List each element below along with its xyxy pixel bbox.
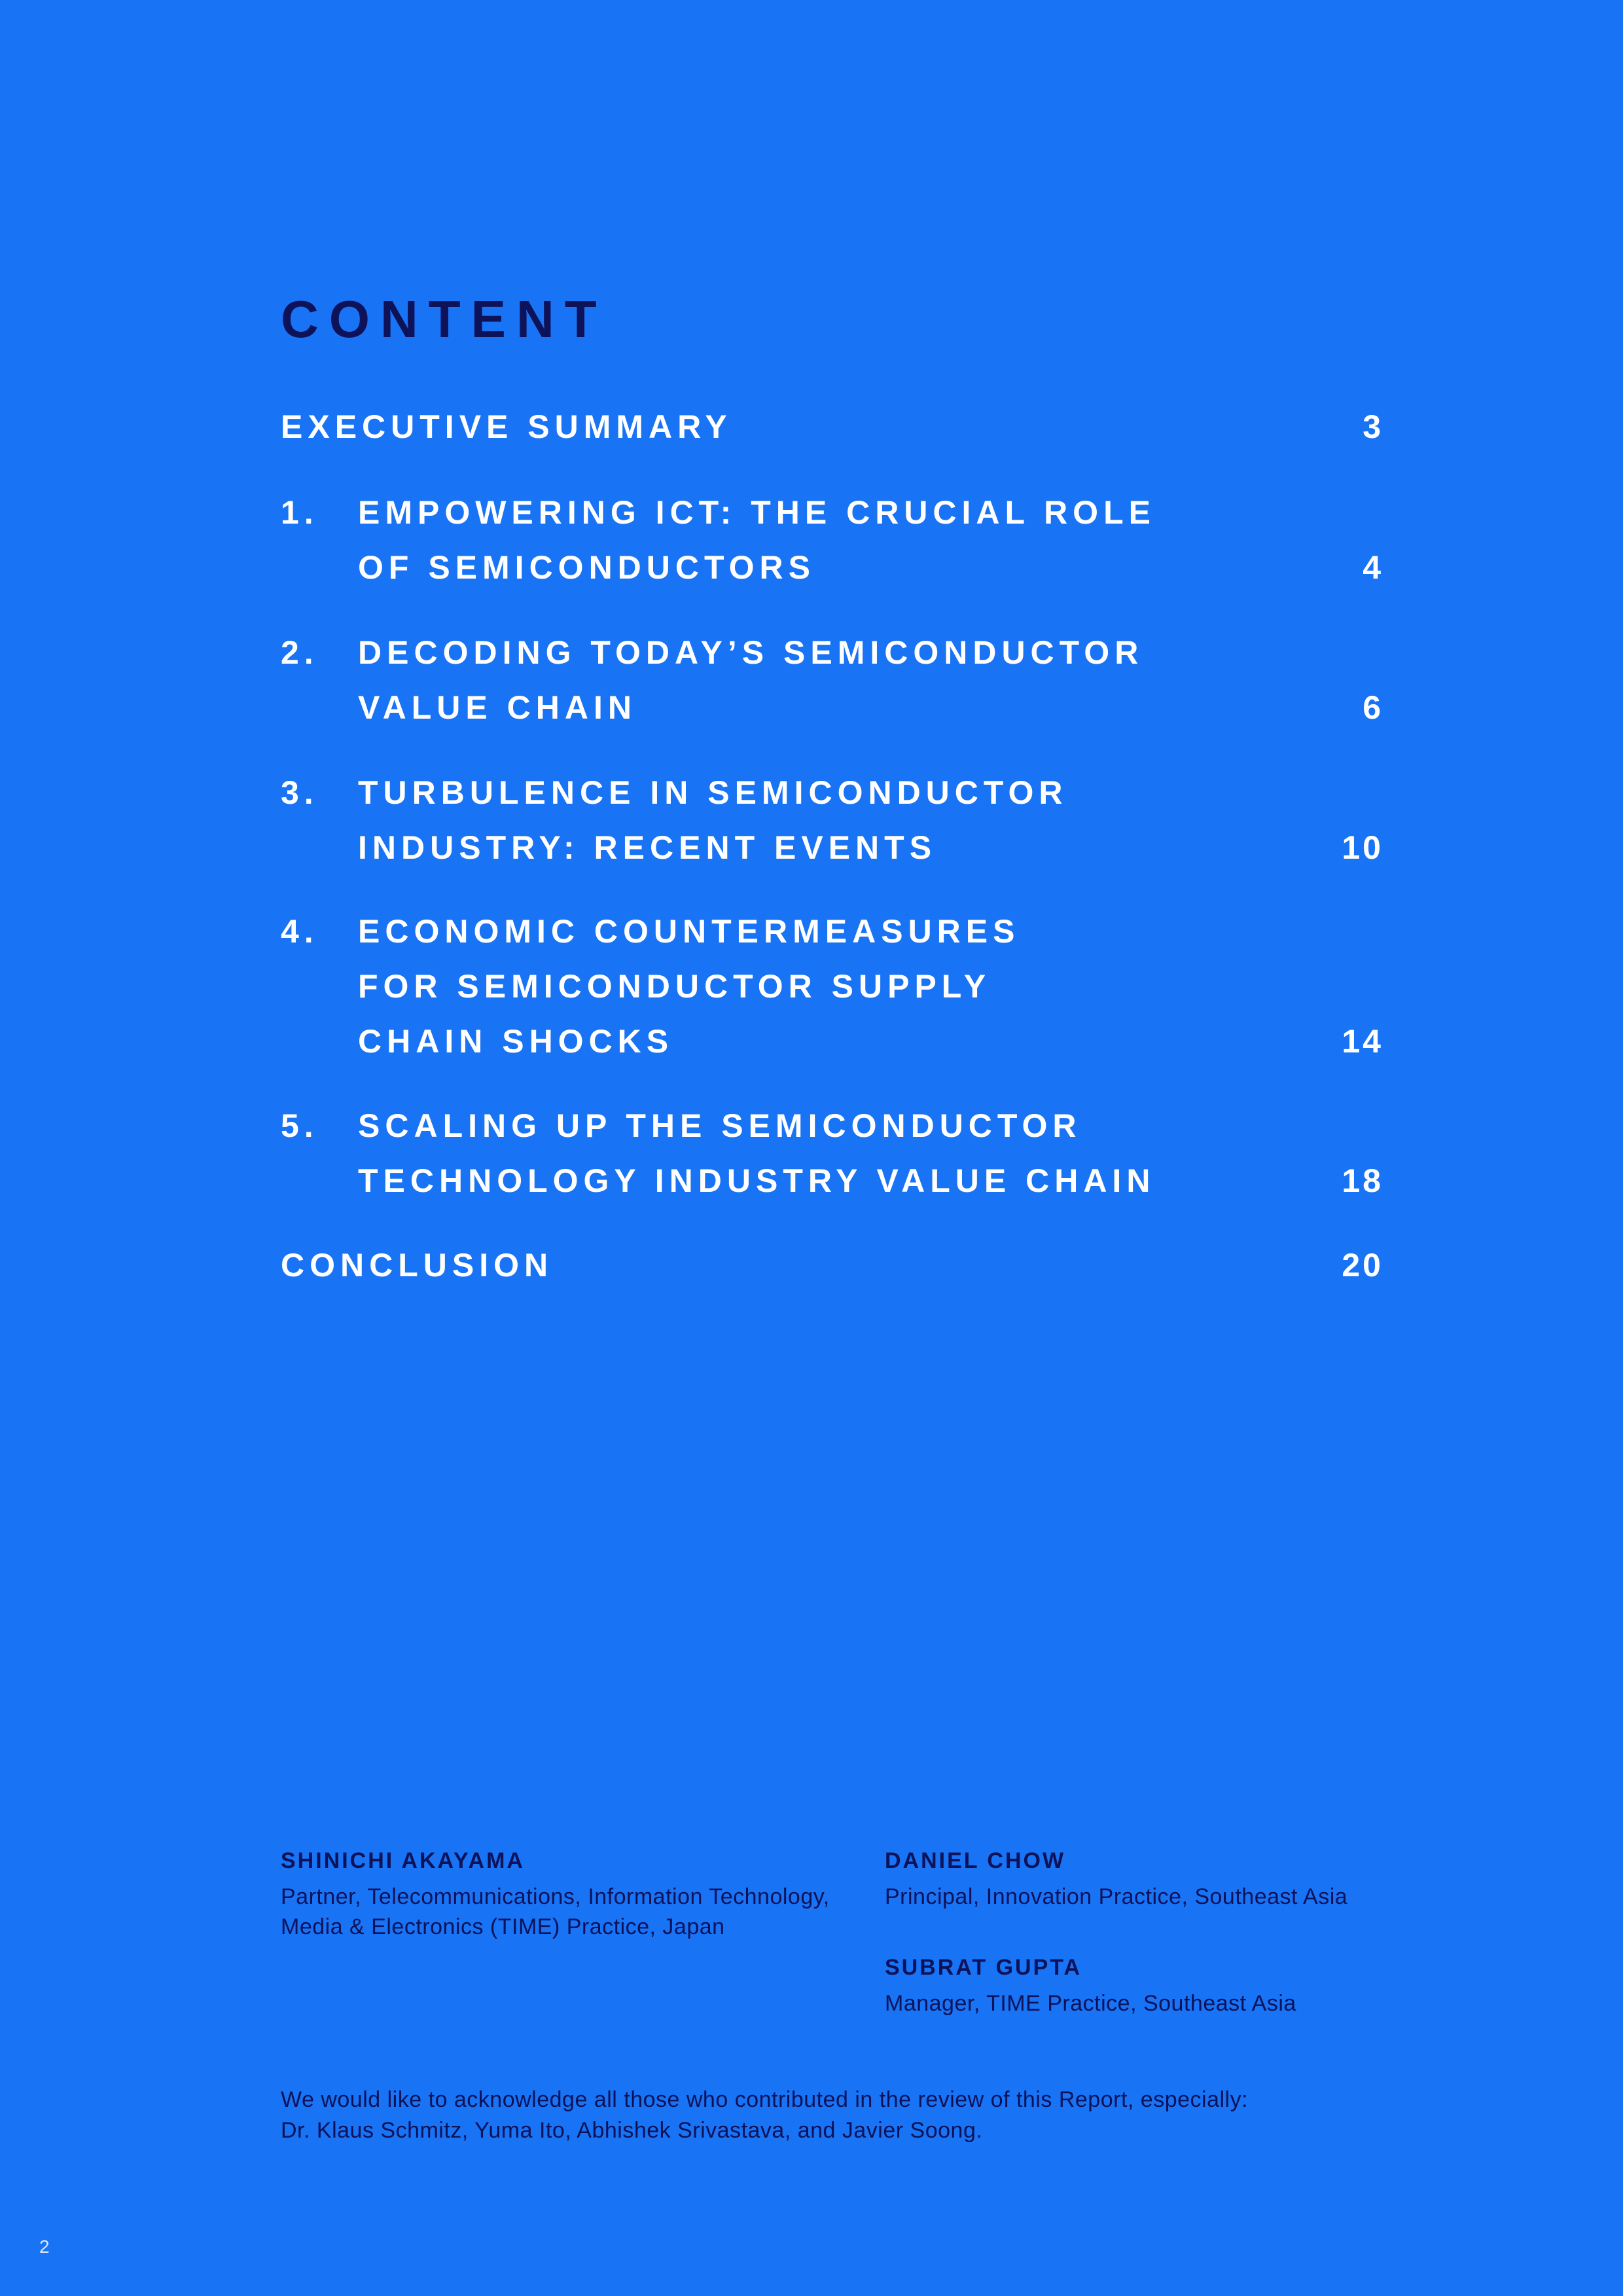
toc-entry-number: 5. (281, 1107, 319, 1144)
toc-entry-number: 3. (281, 774, 319, 811)
acknowledgement-line: Dr. Klaus Schmitz, Yuma Ito, Abhishek Srivastava, and Javier Soong. (281, 2118, 983, 2143)
author-shinichi-akayama (281, 1846, 850, 1942)
author-name: SHINICHI AKAYAMA (281, 1848, 525, 1873)
toc-entry-title: DECODING TODAY’S SEMICONDUCTOR VALUE CHAIN (358, 634, 1144, 726)
toc-entry-title: EXECUTIVE SUMMARY (281, 408, 732, 445)
toc-entry-page: 14 (1342, 1023, 1383, 1060)
toc-entry-5[interactable] (281, 1098, 1383, 1208)
acknowledgement (281, 2085, 1393, 2146)
toc-entry-page: 18 (1342, 1162, 1383, 1199)
author-role: Principal, Innovation Practice, Southeast Asia (885, 1884, 1348, 1909)
acknowledgement-line: We would like to acknowledge all those who contributed in the review of this Report, especially: (281, 2087, 1249, 2112)
author-name: SUBRAT GUPTA (885, 1955, 1082, 1980)
toc-entry-2[interactable] (281, 625, 1383, 735)
author-role: Manager, TIME Practice, Southeast Asia (885, 1991, 1296, 2016)
author-subrat-gupta (885, 1953, 1539, 2018)
toc-entry-title: ECONOMIC COUNTERMEASURES FOR SEMICONDUCTOR SUPPLY CHAIN SHOCKS (358, 913, 1020, 1060)
toc-entry-page: 6 (1363, 689, 1383, 726)
page-title: CONTENT (281, 290, 607, 348)
toc-entry-number: 2. (281, 634, 319, 671)
toc-entry-page: 20 (1342, 1247, 1383, 1283)
toc-entry-executive-summary[interactable] (281, 399, 1383, 454)
toc-entry-page: 4 (1363, 549, 1383, 586)
toc-entry-page: 10 (1342, 829, 1383, 866)
toc-entry-title: CONCLUSION (281, 1247, 554, 1283)
toc-entry-number: 1. (281, 494, 319, 531)
page-number: 2 (39, 2236, 50, 2257)
toc-entry-title: SCALING UP THE SEMICONDUCTOR TECHNOLOGY INDUSTRY VALUE CHAIN (358, 1107, 1156, 1199)
toc-entry-number: 4. (281, 913, 319, 950)
author-role: Partner, Telecommunications, Information Technology, Media & Electronics (TIME) Practice, Japan (281, 1884, 830, 1939)
toc-entry-title: EMPOWERING ICT: THE CRUCIAL ROLE OF SEMICONDUCTORS (358, 494, 1156, 586)
author-name: DANIEL CHOW (885, 1848, 1066, 1873)
author-daniel-chow (885, 1846, 1539, 1912)
toc-entry-4[interactable] (281, 904, 1383, 1069)
toc-entry-3[interactable] (281, 765, 1383, 875)
toc-entry-page: 3 (1363, 408, 1383, 445)
toc-entry-conclusion[interactable] (281, 1238, 1383, 1293)
toc-entry-1[interactable] (281, 485, 1383, 595)
toc-entry-title: TURBULENCE IN SEMICONDUCTOR INDUSTRY: RECENT EVENTS (358, 774, 1068, 866)
